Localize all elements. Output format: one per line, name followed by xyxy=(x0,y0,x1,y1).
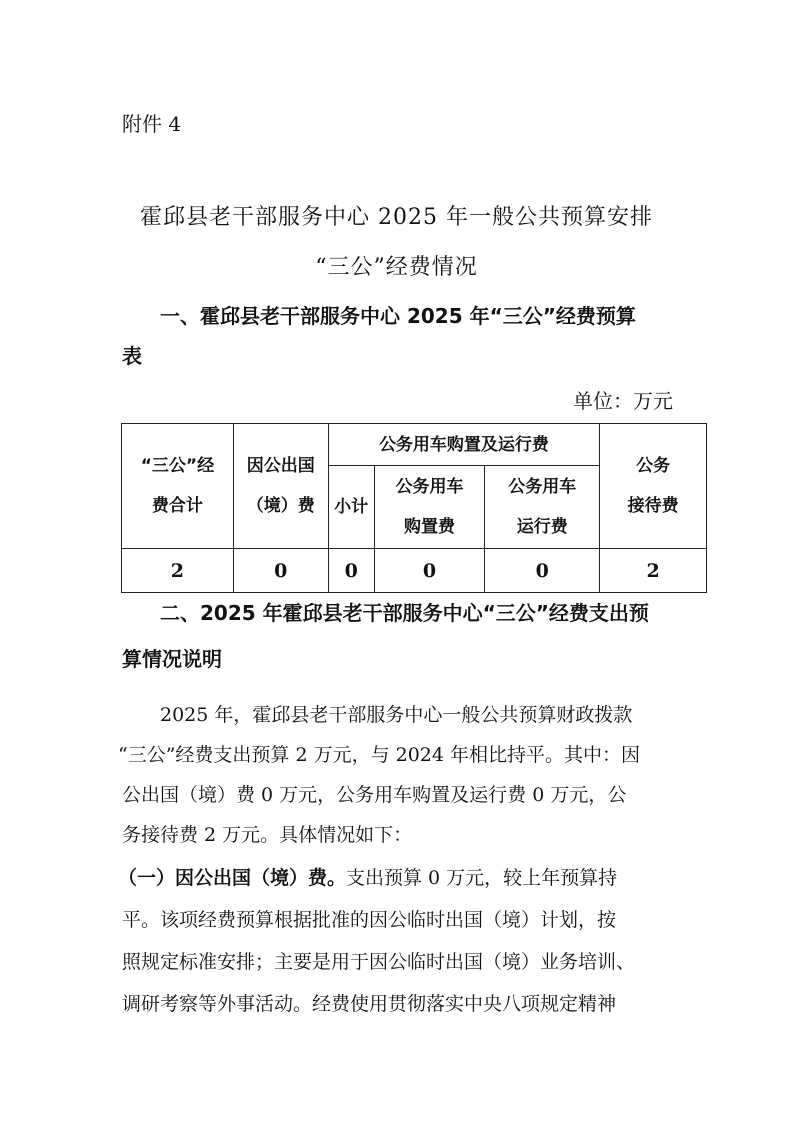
paragraph-1-line-3: 公出国（境）费 0 万元，公务用车购置及运行费 0 万元，公 xyxy=(122,784,627,806)
header-abroad-line1: 因公出国 xyxy=(246,456,315,476)
header-purchase-line1: 公务用车 xyxy=(395,477,464,497)
header-reception-line2: 接待费 xyxy=(627,496,679,516)
header-total xyxy=(122,424,234,549)
header-purchase-line2: 购置费 xyxy=(404,517,456,537)
paragraph-2-line-1-rest: 支出预算 0 万元，较上年预算持 xyxy=(346,867,618,889)
paragraph-2-line-2: 平。该项经费预算根据批准的因公临时出国（境）计划，按 xyxy=(122,909,617,931)
header-reception-line1: 公务 xyxy=(636,456,671,476)
header-subtotal: 小计 xyxy=(328,466,374,549)
value-subtotal: 0 xyxy=(328,549,374,593)
attachment-label: 附件 4 xyxy=(122,112,182,136)
value-total: 2 xyxy=(122,549,234,593)
page-title-line-2: “三公”经费情况 xyxy=(315,255,478,280)
section-1-heading-cont: 表 xyxy=(122,344,142,368)
paragraph-1-line-2: “三公”经费支出预算 2 万元，与 2024 年相比持平。其中：因 xyxy=(118,744,641,766)
header-abroad-line2: （境）费 xyxy=(246,496,315,516)
budget-table xyxy=(121,423,707,593)
header-reception xyxy=(600,424,707,549)
header-total-line1: “三公”经 xyxy=(140,456,215,476)
page-title-line-1: 霍邱县老干部服务中心 2025 年一般公共预算安排 xyxy=(140,205,653,230)
value-operation: 0 xyxy=(485,549,600,593)
header-purchase xyxy=(374,466,485,549)
header-operation xyxy=(485,466,600,549)
value-abroad: 0 xyxy=(233,549,328,593)
header-abroad xyxy=(233,424,328,549)
header-operation-line2: 运行费 xyxy=(516,517,568,537)
header-total-line2: 费合计 xyxy=(151,496,203,516)
header-vehicle-group: 公务用车购置及运行费 xyxy=(328,424,599,466)
value-reception: 2 xyxy=(600,549,707,593)
section-2-heading: 二、2025 年霍邱县老干部服务中心“三公”经费支出预 xyxy=(160,601,649,625)
paragraph-2-heading: （一）因公出国（境）费。 xyxy=(118,867,347,889)
paragraph-1-line-4: 务接待费 2 万元。具体情况如下： xyxy=(122,824,413,846)
unit-label: 单位：万元 xyxy=(573,389,673,413)
paragraph-2-line-3: 照规定标准安排；主要是用于因公临时出国（境）业务培训、 xyxy=(122,951,636,973)
paragraph-2-line-4: 调研考察等外事活动。经费使用贯彻落实中央八项规定精神 xyxy=(122,993,617,1015)
section-2-heading-cont: 算情况说明 xyxy=(122,647,222,671)
header-operation-line1: 公务用车 xyxy=(508,477,577,497)
value-purchase: 0 xyxy=(374,549,485,593)
section-1-heading: 一、霍邱县老干部服务中心 2025 年“三公”经费预算 xyxy=(160,304,636,328)
paragraph-2-line-1 xyxy=(118,863,617,890)
paragraph-1-line-1: 2025 年，霍邱县老干部服务中心一般公共预算财政拨款 xyxy=(160,704,633,726)
